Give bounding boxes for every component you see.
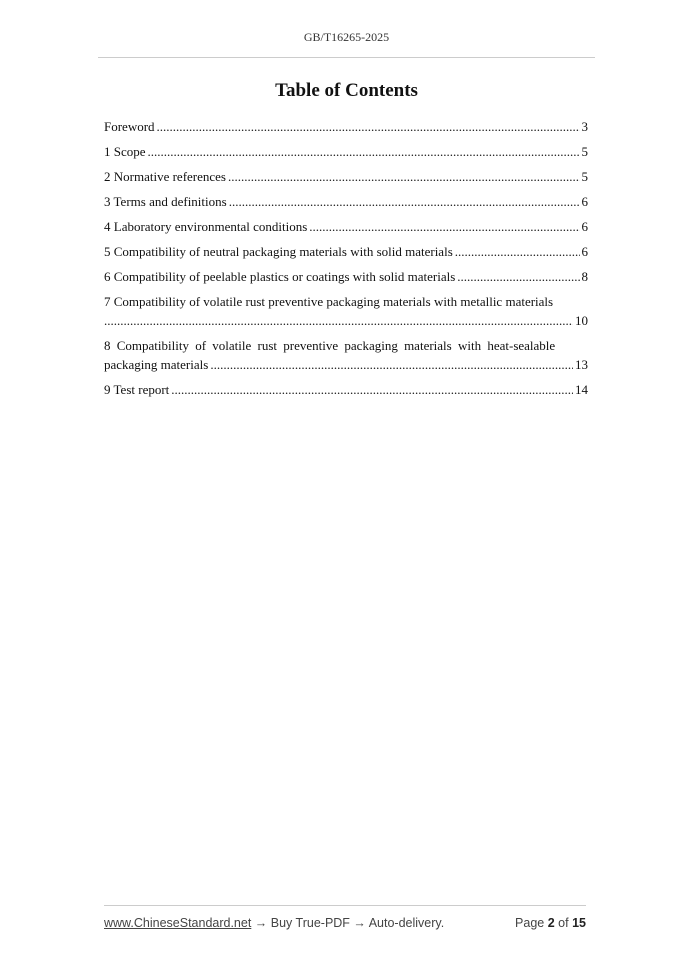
toc-entry-text: 7 Compatibility of volatile rust preventive packaging materials with metallic materials: [104, 294, 554, 309]
toc-entry-page: 6: [581, 219, 588, 234]
footer-tagline: → Buy True-PDF → Auto-delivery.: [251, 916, 445, 930]
page-total: 15: [572, 916, 586, 930]
toc-entry-page: 13: [575, 357, 588, 372]
toc-entry-laboratory-conditions[interactable]: [104, 217, 588, 236]
footer-divider: [104, 905, 586, 906]
toc-entry-continuation: packaging materials: [104, 357, 209, 372]
toc-entry-page: 5: [581, 169, 588, 184]
toc-entry-page: 14: [575, 382, 588, 397]
toc-entry-text: 9 Test report: [104, 382, 170, 397]
toc-entry-foreword[interactable]: [104, 117, 588, 136]
header-divider: [98, 57, 595, 58]
toc-entry-volatile-metallic[interactable]: [104, 292, 588, 330]
toc-entry-page: 3: [581, 119, 588, 134]
toc-entry-terms-definitions[interactable]: [104, 192, 588, 211]
dot-leader: [228, 167, 580, 186]
page-current: 2: [547, 916, 555, 930]
table-of-contents: [104, 117, 588, 405]
toc-entry-page: 8: [581, 269, 588, 284]
toc-entry-peelable-plastics[interactable]: [104, 267, 588, 286]
toc-entry-text: 8 Compatibility of volatile rust preventive packaging materials with heat-sealable: [104, 338, 556, 353]
page-footer: [104, 916, 586, 930]
toc-entry-text: 5 Compatibility of neutral packaging materials with solid materials: [104, 244, 453, 259]
toc-entry-neutral-packaging[interactable]: [104, 242, 588, 261]
dot-leader: [229, 192, 580, 211]
website-link[interactable]: www.ChineseStandard.net: [104, 916, 252, 930]
toc-entry-text: 6 Compatibility of peelable plastics or coatings with solid materials: [104, 269, 456, 284]
dot-leader: [457, 267, 579, 286]
dot-leader: [309, 217, 579, 236]
page-of: of: [558, 916, 569, 930]
toc-entry-page: 10: [575, 313, 588, 328]
toc-entry-test-report[interactable]: [104, 380, 588, 399]
toc-entry-text: 2 Normative references: [104, 169, 226, 184]
toc-entry-text: 3 Terms and definitions: [104, 194, 227, 209]
dot-leader: [171, 380, 573, 399]
dot-leader: [104, 311, 573, 330]
toc-entry-text: Foreword: [104, 119, 155, 134]
document-code-header: GB/T16265-2025: [303, 30, 390, 44]
toc-entry-scope[interactable]: [104, 142, 588, 161]
dot-leader: [157, 117, 580, 136]
toc-title: Table of Contents: [275, 80, 418, 101]
dot-leader: [148, 142, 580, 161]
toc-entry-page: 6: [581, 244, 588, 259]
dot-leader: [210, 355, 573, 374]
toc-entry-normative-references[interactable]: [104, 167, 588, 186]
page-word: Page: [515, 916, 545, 930]
toc-entry-text: 1 Scope: [104, 144, 146, 159]
toc-entry-page: 6: [581, 194, 588, 209]
dot-leader: [455, 242, 580, 261]
toc-entry-page: 5: [581, 144, 588, 159]
page-indicator: [515, 916, 586, 930]
toc-entry-volatile-heat-sealable[interactable]: [104, 336, 588, 374]
toc-entry-text: 4 Laboratory environmental conditions: [104, 219, 308, 234]
footer-promo: [104, 916, 444, 930]
